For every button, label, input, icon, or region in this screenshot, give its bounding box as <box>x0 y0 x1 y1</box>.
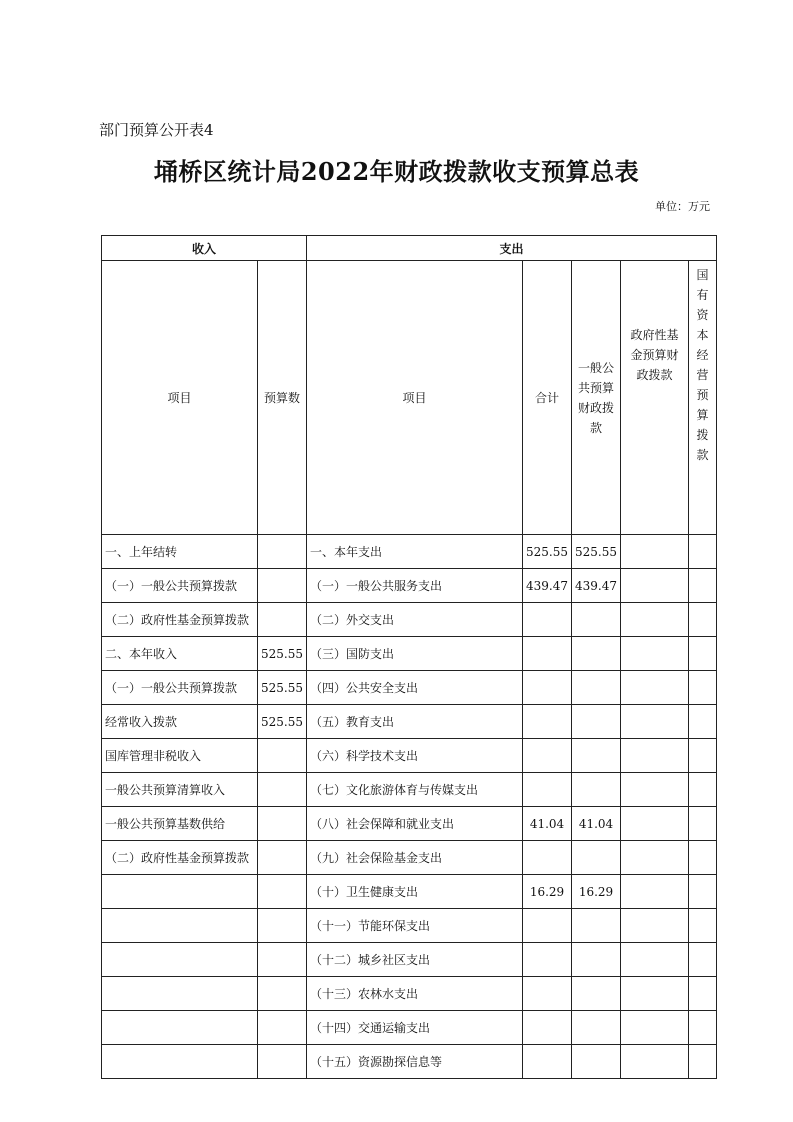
income-value-cell <box>258 977 307 1011</box>
income-value-cell <box>258 875 307 909</box>
income-item-cell: 二、本年收入 <box>102 637 258 671</box>
page-title: 埇桥区统计局2022年财政拨款收支预算总表 <box>153 157 640 186</box>
income-value-cell <box>258 773 307 807</box>
expense-item-cell: （十四）交通运输支出 <box>307 1011 523 1045</box>
general-budget-cell <box>572 909 621 943</box>
expense-item-cell: （十五）资源勘探信息等 <box>307 1045 523 1079</box>
income-value-cell <box>258 1011 307 1045</box>
total-cell: 525.55 <box>523 535 572 569</box>
state-capital-cell <box>689 841 717 875</box>
income-item-cell <box>102 909 258 943</box>
income-item-cell <box>102 1045 258 1079</box>
income-item-cell <box>102 1011 258 1045</box>
income-item-cell <box>102 977 258 1011</box>
table-row <box>102 943 717 977</box>
total-cell <box>523 909 572 943</box>
expense-header: 支出 <box>307 236 717 261</box>
expense-item-cell: （一）一般公共服务支出 <box>307 569 523 603</box>
expense-item-cell: （六）科学技术支出 <box>307 739 523 773</box>
total-cell <box>523 773 572 807</box>
income-value-cell: 525.55 <box>258 637 307 671</box>
income-value-cell <box>258 739 307 773</box>
fund-budget-cell <box>621 841 689 875</box>
expense-item-cell: （十三）农林水支出 <box>307 977 523 1011</box>
expense-item-cell: （十）卫生健康支出 <box>307 875 523 909</box>
general-budget-cell <box>572 943 621 977</box>
expense-item-cell: （十一）节能环保支出 <box>307 909 523 943</box>
total-cell <box>523 603 572 637</box>
doc-label: 部门预算公开表4 <box>99 121 214 139</box>
total-cell <box>523 977 572 1011</box>
income-value-cell <box>258 909 307 943</box>
table-row <box>102 637 717 671</box>
state-capital-cell <box>689 1011 717 1045</box>
total-cell <box>523 841 572 875</box>
col-expense-item: 项目 <box>307 261 523 535</box>
income-value-cell <box>258 943 307 977</box>
total-cell <box>523 739 572 773</box>
expense-item-cell: （八）社会保障和就业支出 <box>307 807 523 841</box>
fund-budget-cell <box>621 943 689 977</box>
expense-item-cell: （七）文化旅游体育与传媒支出 <box>307 773 523 807</box>
fund-budget-cell <box>621 875 689 909</box>
general-budget-cell <box>572 739 621 773</box>
table-row <box>102 909 717 943</box>
state-capital-cell <box>689 1045 717 1079</box>
income-item-cell <box>102 943 258 977</box>
income-value-cell <box>258 535 307 569</box>
expense-item-cell: （二）外交支出 <box>307 603 523 637</box>
table-row <box>102 1011 717 1045</box>
col-general: 一般公共预算财政拨款 <box>572 261 621 535</box>
table-row <box>102 977 717 1011</box>
unit-label: 单位：万元 <box>655 200 710 213</box>
general-budget-cell <box>572 637 621 671</box>
state-capital-cell <box>689 773 717 807</box>
income-value-cell: 525.55 <box>258 671 307 705</box>
fund-budget-cell <box>621 909 689 943</box>
fund-budget-cell <box>621 807 689 841</box>
general-budget-cell <box>572 1011 621 1045</box>
fund-budget-cell <box>621 1011 689 1045</box>
col-fund: 政府性基金预算财政拨款 <box>621 261 689 535</box>
total-cell: 16.29 <box>523 875 572 909</box>
total-cell: 41.04 <box>523 807 572 841</box>
section-header-row <box>102 236 717 261</box>
income-item-cell: 一、上年结转 <box>102 535 258 569</box>
table-row <box>102 875 717 909</box>
income-header: 收入 <box>102 236 307 261</box>
budget-table <box>101 235 717 1079</box>
total-cell: 439.47 <box>523 569 572 603</box>
state-capital-cell <box>689 705 717 739</box>
table-row <box>102 739 717 773</box>
general-budget-cell <box>572 705 621 739</box>
income-item-cell <box>102 875 258 909</box>
income-item-cell: （一）一般公共预算拨款 <box>102 671 258 705</box>
total-cell <box>523 705 572 739</box>
general-budget-cell: 16.29 <box>572 875 621 909</box>
income-item-cell: 国库管理非税收入 <box>102 739 258 773</box>
table-row <box>102 603 717 637</box>
expense-item-cell: 一、本年支出 <box>307 535 523 569</box>
table-row <box>102 535 717 569</box>
state-capital-cell <box>689 739 717 773</box>
state-capital-cell <box>689 569 717 603</box>
table-row <box>102 841 717 875</box>
col-total: 合计 <box>523 261 572 535</box>
general-budget-cell <box>572 977 621 1011</box>
total-cell <box>523 1045 572 1079</box>
expense-item-cell: （九）社会保险基金支出 <box>307 841 523 875</box>
income-value-cell <box>258 569 307 603</box>
state-capital-cell <box>689 875 717 909</box>
column-header-row <box>102 261 717 535</box>
income-value-cell <box>258 841 307 875</box>
fund-budget-cell <box>621 569 689 603</box>
state-capital-cell <box>689 909 717 943</box>
income-item-cell: （二）政府性基金预算拨款 <box>102 603 258 637</box>
general-budget-cell: 41.04 <box>572 807 621 841</box>
table-row <box>102 705 717 739</box>
fund-budget-cell <box>621 705 689 739</box>
table-row <box>102 807 717 841</box>
income-value-cell: 525.55 <box>258 705 307 739</box>
fund-budget-cell <box>621 1045 689 1079</box>
fund-budget-cell <box>621 773 689 807</box>
expense-item-cell: （三）国防支出 <box>307 637 523 671</box>
income-value-cell <box>258 603 307 637</box>
state-capital-cell <box>689 807 717 841</box>
table-row <box>102 569 717 603</box>
expense-item-cell: （四）公共安全支出 <box>307 671 523 705</box>
fund-budget-cell <box>621 535 689 569</box>
income-item-cell: 经常收入拨款 <box>102 705 258 739</box>
general-budget-cell <box>572 773 621 807</box>
fund-budget-cell <box>621 603 689 637</box>
col-state: 国有资本经营预算拨款 <box>689 261 717 535</box>
general-budget-cell <box>572 1045 621 1079</box>
total-cell <box>523 1011 572 1045</box>
general-budget-cell <box>572 841 621 875</box>
fund-budget-cell <box>621 739 689 773</box>
fund-budget-cell <box>621 671 689 705</box>
general-budget-cell: 439.47 <box>572 569 621 603</box>
table-row <box>102 1045 717 1079</box>
state-capital-cell <box>689 977 717 1011</box>
total-cell <box>523 637 572 671</box>
expense-item-cell: （十二）城乡社区支出 <box>307 943 523 977</box>
state-capital-cell <box>689 637 717 671</box>
total-cell <box>523 671 572 705</box>
state-capital-cell <box>689 603 717 637</box>
col-income-budget: 预算数 <box>258 261 307 535</box>
general-budget-cell <box>572 671 621 705</box>
fund-budget-cell <box>621 637 689 671</box>
income-item-cell: （一）一般公共预算拨款 <box>102 569 258 603</box>
state-capital-cell <box>689 671 717 705</box>
income-item-cell: 一般公共预算基数供给 <box>102 807 258 841</box>
general-budget-cell: 525.55 <box>572 535 621 569</box>
col-income-item: 项目 <box>102 261 258 535</box>
income-value-cell <box>258 807 307 841</box>
table-row <box>102 773 717 807</box>
income-item-cell: （二）政府性基金预算拨款 <box>102 841 258 875</box>
income-item-cell: 一般公共预算清算收入 <box>102 773 258 807</box>
general-budget-cell <box>572 603 621 637</box>
total-cell <box>523 943 572 977</box>
state-capital-cell <box>689 943 717 977</box>
state-capital-cell <box>689 535 717 569</box>
table-row <box>102 671 717 705</box>
fund-budget-cell <box>621 977 689 1011</box>
income-value-cell <box>258 1045 307 1079</box>
expense-item-cell: （五）教育支出 <box>307 705 523 739</box>
